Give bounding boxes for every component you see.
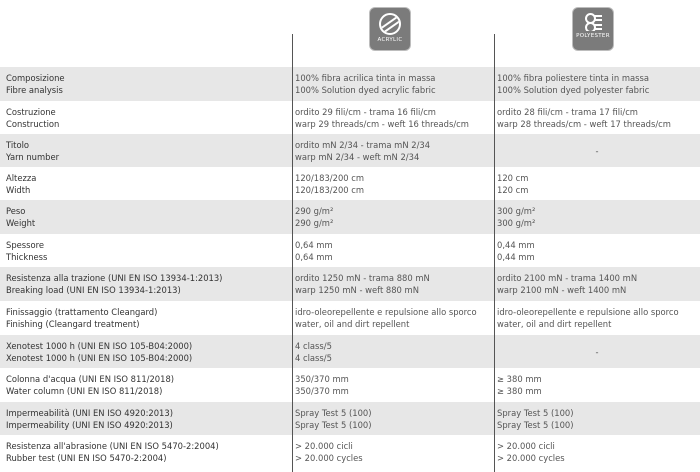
acrylic-value xyxy=(292,307,494,335)
acrylic-value-line: 290 g/m² xyxy=(295,217,334,228)
label-english: Fibre analysis xyxy=(6,84,63,95)
polyester-value-line: Spray Test 5 (100) xyxy=(497,419,574,430)
polyester-value-line: idro-oleorepellente e repulsione allo sporco xyxy=(497,307,679,317)
acrylic-value-line: ordito mN 2/34 - trama mN 2/34 xyxy=(295,140,431,150)
table-row xyxy=(0,167,700,200)
acrylic-value xyxy=(292,107,494,134)
table-row xyxy=(0,368,700,402)
acrylic-value xyxy=(292,173,494,200)
polyester-value-line: 0,44 mm xyxy=(497,251,535,262)
polyester-value-line: > 20.000 cycles xyxy=(497,452,565,463)
property-label xyxy=(0,206,292,234)
acrylic-value xyxy=(292,73,494,101)
polyester-value-line: 300 g/m² xyxy=(497,217,536,228)
polyester-value-line: water, oil and dirt repellent xyxy=(497,318,612,329)
polyester-value-line: Spray Test 5 (100) xyxy=(497,408,574,418)
label-english: Yarn number xyxy=(6,151,60,162)
acrylic-value-line: Spray Test 5 (100) xyxy=(295,419,372,430)
acrylic-value-line: 100% fibra acrilica tinta in massa xyxy=(295,73,436,83)
label-english: Breaking load (UNI EN ISO 13934-1:2013) xyxy=(6,284,181,295)
acrylic-value xyxy=(292,206,494,234)
polyester-value-line: ≥ 380 mm xyxy=(497,385,542,396)
label-english: Thickness xyxy=(6,251,48,262)
table-row xyxy=(0,134,700,167)
property-label xyxy=(0,341,292,368)
label-english: Construction xyxy=(6,118,60,129)
polyester-value xyxy=(494,240,700,267)
acrylic-value xyxy=(292,341,494,368)
label-english: Water column (UNI EN ISO 811/2018) xyxy=(6,385,163,396)
acrylic-value-line: 120/183/200 cm xyxy=(295,184,365,195)
label-english: Finishing (Cleangard treatment) xyxy=(6,318,140,329)
acrylic-value-line: water, oil and dirt repellent xyxy=(295,318,410,329)
polyester-value-line: warp 28 threads/cm - weft 17 threads/cm xyxy=(497,118,671,129)
label-english: Impermeability (UNI EN ISO 4920:2013) xyxy=(6,419,173,430)
acrylic-value xyxy=(292,408,494,435)
polyester-value-line: 0,44 mm xyxy=(497,240,535,250)
label-italian: Finissaggio (trattamento Cleangard) xyxy=(6,307,158,317)
polyester-value xyxy=(494,273,700,301)
polyester-value xyxy=(494,341,700,368)
acrylic-value-line: 120/183/200 cm xyxy=(295,173,365,183)
yarn-ball-icon xyxy=(379,13,401,35)
acrylic-value-line: idro-oleorepellente e repulsione allo sporco xyxy=(295,307,477,317)
polyester-value-line: ordito 2100 mN - trama 1400 mN xyxy=(497,273,638,283)
polyester-value xyxy=(494,173,700,200)
property-label xyxy=(0,140,292,167)
property-label xyxy=(0,408,292,435)
acrylic-value-line: 350/370 mm xyxy=(295,385,349,396)
polyester-value-line: 120 cm xyxy=(497,173,529,183)
acrylic-value-line: 4 class/5 xyxy=(295,352,332,363)
acrylic-value xyxy=(292,240,494,267)
label-italian: Altezza xyxy=(6,173,37,183)
acrylic-value-line: warp 1250 mN - weft 880 mN xyxy=(295,284,419,295)
acrylic-value-line: ordito 1250 mN - trama 880 mN xyxy=(295,273,430,283)
acrylic-label: ACRYLIC xyxy=(377,37,403,43)
acrylic-value xyxy=(292,374,494,402)
acrylic-value-line: ordito 29 fili/cm - trama 16 fili/cm xyxy=(295,107,436,117)
acrylic-value xyxy=(292,273,494,301)
acrylic-value xyxy=(292,140,494,167)
acrylic-value-line: 290 g/m² xyxy=(295,206,334,216)
column-divider-acrylic xyxy=(292,34,293,472)
property-label xyxy=(0,240,292,267)
polyester-value xyxy=(494,441,700,468)
polyester-value-line: ordito 28 fili/cm - trama 17 fili/cm xyxy=(497,107,638,117)
label-english: Width xyxy=(6,184,31,195)
polyester-value xyxy=(494,374,700,402)
acrylic-value-line: Spray Test 5 (100) xyxy=(295,408,372,418)
label-italian: Spessore xyxy=(6,240,45,250)
label-italian: Composizione xyxy=(6,73,65,83)
table-row xyxy=(0,234,700,267)
label-english: Xenotest 1000 h (UNI EN ISO 105-B04:2000) xyxy=(6,352,193,363)
label-english: Rubber test (UNI EN ISO 5470-2:2004) xyxy=(6,452,167,463)
polyester-value-line: 100% Solution dyed polyester fabric xyxy=(497,84,650,95)
label-italian: Resistenza all'abrasione (UNI EN ISO 5470-2:2004) xyxy=(6,441,219,451)
property-label xyxy=(0,107,292,134)
acrylic-value-line: 0,64 mm xyxy=(295,251,333,262)
table-row xyxy=(0,402,700,435)
label-italian: Resistenza alla trazione (UNI EN ISO 13934-1:2013) xyxy=(6,273,223,283)
label-italian: Peso xyxy=(6,206,26,216)
property-label xyxy=(0,273,292,301)
label-english: Weight xyxy=(6,217,36,228)
polyester-value xyxy=(494,206,700,234)
polyester-value-line: ≥ 380 mm xyxy=(497,374,542,384)
property-label xyxy=(0,307,292,335)
acrylic-value-line: warp mN 2/34 - weft mN 2/34 xyxy=(295,151,420,162)
label-italian: Xenotest 1000 h (UNI EN ISO 105-B04:2000) xyxy=(6,341,193,351)
label-italian: Impermeabilità (UNI EN ISO 4920:2013) xyxy=(6,408,173,418)
table-row xyxy=(0,267,700,301)
polyester-value-line: warp 2100 mN - weft 1400 mN xyxy=(497,284,627,295)
acrylic-value xyxy=(292,441,494,468)
polyester-value xyxy=(494,107,700,134)
acrylic-logo xyxy=(369,7,411,51)
table-row xyxy=(0,200,700,234)
polyester-value-line: 300 g/m² xyxy=(497,206,536,216)
polyester-value-line: - xyxy=(595,146,599,156)
property-label xyxy=(0,173,292,200)
polyester-value xyxy=(494,307,700,335)
polyester-value xyxy=(494,408,700,435)
table-row xyxy=(0,435,700,468)
table-row xyxy=(0,335,700,368)
label-italian: Titolo xyxy=(6,140,30,150)
acrylic-value-line: warp 29 threads/cm - weft 16 threads/cm xyxy=(295,118,469,129)
spec-table xyxy=(0,67,700,468)
table-row xyxy=(0,301,700,335)
spool-icon xyxy=(583,13,603,31)
column-divider-polyester xyxy=(494,34,495,472)
acrylic-value-line: 4 class/5 xyxy=(295,341,332,351)
acrylic-value-line: > 20.000 cicli xyxy=(295,441,353,451)
polyester-value xyxy=(494,73,700,101)
acrylic-value-line: > 20.000 cycles xyxy=(295,452,363,463)
property-label xyxy=(0,374,292,402)
polyester-value-line: 120 cm xyxy=(497,184,529,195)
acrylic-value-line: 0,64 mm xyxy=(295,240,333,250)
polyester-value xyxy=(494,140,700,167)
polyester-value-line: 100% fibra poliestere tinta in massa xyxy=(497,73,649,83)
label-italian: Costruzione xyxy=(6,107,56,117)
polyester-label: POLYESTER xyxy=(576,33,610,39)
table-header xyxy=(0,0,700,67)
table-row xyxy=(0,101,700,134)
polyester-value-line: > 20.000 cicli xyxy=(497,441,555,451)
property-label xyxy=(0,441,292,468)
acrylic-value-line: 350/370 mm xyxy=(295,374,349,384)
label-italian: Colonna d'acqua (UNI EN ISO 811/2018) xyxy=(6,374,175,384)
polyester-logo xyxy=(572,7,614,51)
polyester-value-line: - xyxy=(595,347,599,357)
table-row xyxy=(0,67,700,101)
property-label xyxy=(0,73,292,101)
acrylic-value-line: 100% Solution dyed acrylic fabric xyxy=(295,84,436,95)
